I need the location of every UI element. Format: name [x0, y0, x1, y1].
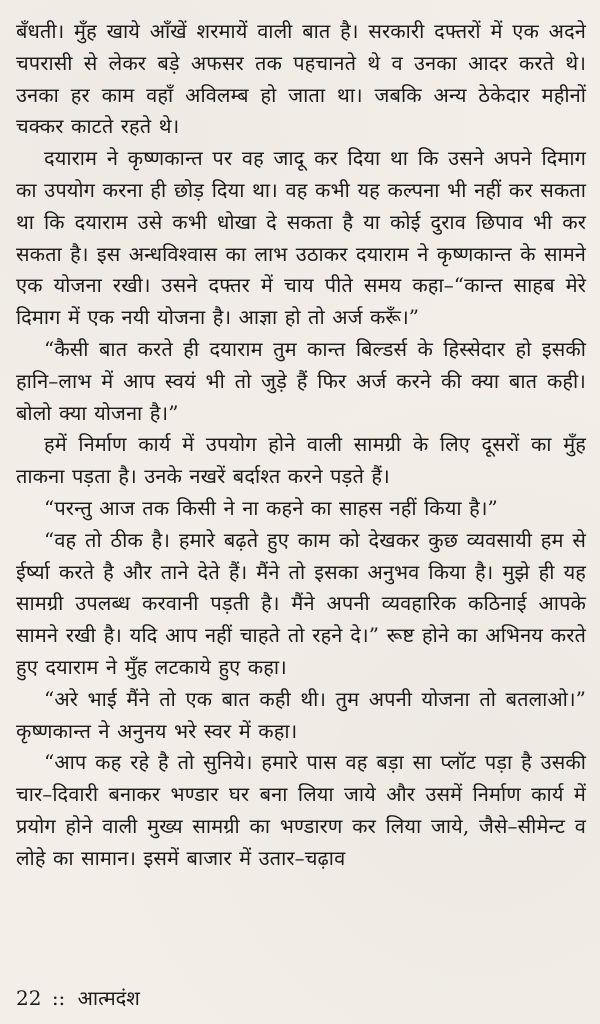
paragraph: “वह तो ठीक है। हमारे बढ़ते हुए काम को देखकर कुछ व्यवसायी हम से ईर्ष्या करते है और ताने देते हैं। मैंने तो इसका अनुभव किया है। मुझे ही यह सामग्री उपलब्ध करवानी पड़ती है। मैंने अपनी व्यवहारिक कठिनाई आपके सामने रखी है। यदि आप नहीं चाहते तो रहने दे।” रूष्ट होने का अभिनय करते हुए दयाराम ने मुँह लटकाये हुए कहा। — [16, 527, 586, 679]
footer-separator: :: — [51, 986, 66, 1010]
paragraph: हमें निर्माण कार्य में उपयोग होने वाली सामग्री के लिए दूसरों का मुँह ताकना पड़ता है। उनके नखरें बर्दाश्त करने पड़ते हैं। — [16, 432, 586, 489]
body-text — [16, 16, 586, 875]
paragraph: दयाराम ने कृष्णकान्त पर वह जादू कर दिया था कि उसने अपने दिमाग का उपयोग करना ही छोड़ दिया था। वह कभी यह कल्पना भी नहीं कर सकता था कि दयाराम उसे कभी धोखा दे सकता है या कोई दुराव छिपाव भी कर सकता है। इस अन्धविश्वास का लाभ उठाकर दयाराम ने कृष्णकान्त के सामने एक योजना रखी। उसने दफ्तर में चाय पीते समय कहा–“कान्त साहब मेरे दिमाग में एक नयी योजना है। आज्ञा हो तो अर्ज करूँ।” — [16, 146, 586, 330]
paragraph: “अरे भाई मैंने तो एक बात कही थी। तुम अपनी योजना तो बतलाओ।” कृष्णकान्त ने अनुनय भरे स्वर में कहा। — [16, 686, 586, 743]
book-title: आत्मदंश — [77, 986, 140, 1010]
page-footer — [16, 984, 140, 1012]
paragraph: “कैसी बात करते ही दयाराम तुम कान्त बिल्डर्स के हिस्सेदार हो इसकी हानि–लाभ में आप स्वयं भी तो जुड़े हैं फिर अर्ज करने की क्या बात कही। बोलो क्या योजना है।” — [16, 336, 586, 425]
paragraph: “आप कह रहे है तो सुनिये। हमारे पास वह बड़ा सा प्लॉट पड़ा है उसकी चार–दिवारी बनाकर भण्डार घर बना लिया जाये और उसमें निर्माण कार्य में प्रयोग होने वाली मुख्य सामग्री का भण्डारण कर लिया जाये, जैसे–सीमेन्ट व लोहे का सामान। इसमें बाजार में उतार–चढ़ाव — [16, 750, 586, 870]
paragraph: बँधती। मुँह खाये आँखें शरमायें वाली बात है। सरकारी दफ्तरों में एक अदने चपरासी से लेकर बड़े अफसर तक पहचानते थे व उनका आदर करते थे। उनका हर काम वहाँ अविलम्ब हो जाता था। जबकि अन्य ठेकेदार महीनों चक्कर काटते रहते थे। — [16, 19, 586, 139]
page-number: 22 — [16, 986, 42, 1010]
paragraph: “परन्तु आज तक किसी ने ना कहने का साहस नहीं किया है।” — [44, 495, 498, 520]
